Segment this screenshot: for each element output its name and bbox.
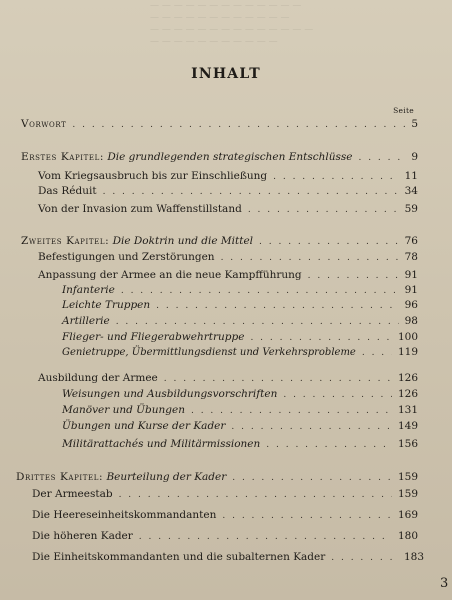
page-number: 3: [440, 576, 449, 591]
toc-entry: Von der Invasion zum Waffenstillstand . . . 59: [0, 203, 452, 219]
leader-dots: [250, 333, 392, 343]
leader-dots: [232, 473, 392, 483]
leader-dots: [362, 348, 392, 358]
toc-entry: Ausbildung der Armee . . . 126: [0, 372, 452, 388]
leader-dots: [259, 237, 399, 247]
toc-subentry: Infanterie . . . 91: [0, 284, 452, 300]
toc-subentry: Flieger- und Fliegerabwehrtruppe . . . 100: [0, 331, 452, 347]
leader-dots: [156, 301, 398, 311]
leader-dots: [283, 390, 392, 400]
leader-dots: [273, 172, 398, 182]
leader-dots: [191, 406, 392, 416]
toc-entry: Die Einheitskommandanten und die subalternen Kader . . . 183: [0, 551, 452, 567]
toc-subentry: Leichte Truppen . . . 96: [0, 299, 452, 315]
leader-dots: [222, 511, 392, 521]
leader-dots: [72, 120, 405, 130]
toc-subentry: Übungen und Kurse der Kader . . . 149: [0, 420, 452, 436]
toc-entry: Der Armeestab . . . 159: [0, 488, 452, 504]
toc-subentry: Manöver und Übungen . . . 131: [0, 404, 452, 420]
toc-entry: Vom Kriegsausbruch bis zur Einschließung . . . 11: [0, 170, 452, 186]
toc-subentry: Artillerie . . . 98: [0, 315, 452, 331]
toc-entry: Anpassung der Armee an die neue Kampfführung . . . 91: [0, 269, 452, 285]
toc-entry: Die Heereseinheitskommandanten . . . 169: [0, 509, 452, 525]
toc-title: INHALT: [191, 66, 261, 82]
leader-dots: [266, 440, 392, 450]
leader-dots: [331, 553, 398, 563]
toc-entry: Die höheren Kader . . . 180: [0, 530, 452, 546]
leader-dots: [139, 532, 392, 542]
leader-dots: [248, 205, 399, 215]
bleed-through-text: — — — — — — — — — — — — — — — — — — — — — — — — — — — — — — — — — — — — — — — — — — — — — — — — — —: [150, 1, 314, 47]
toc-entry: Das Réduit . . . 34: [0, 185, 452, 201]
leader-dots: [121, 286, 399, 296]
toc-subentry: Genietruppe, Übermittlungsdienst und Verkehrsprobleme . . . 119: [0, 346, 452, 362]
leader-dots: [103, 187, 399, 197]
toc-chapter-3: Drittes Kapitel: Beurteilung der Kader . . . 159: [0, 471, 452, 487]
toc-entry-vorwort: Vorwort . . . 5: [0, 118, 452, 134]
leader-dots: [116, 317, 399, 327]
leader-dots: [308, 271, 399, 281]
toc-subentry: Weisungen und Ausbildungsvorschriften . . . 126: [0, 388, 452, 404]
toc-subentry: Militärattachés und Militärmissionen . . . 156: [0, 438, 452, 454]
leader-dots: [231, 422, 392, 432]
page-column-header: Seite: [393, 106, 414, 115]
leader-dots: [221, 253, 399, 263]
leader-dots: [119, 490, 392, 500]
leader-dots: [164, 374, 392, 384]
leader-dots: [358, 153, 405, 163]
toc-chapter-1: Erstes Kapitel: Die grundlegenden strategischen Entschlüsse . . . 9: [0, 151, 452, 167]
toc-entry: Befestigungen und Zerstörungen . . . 78: [0, 251, 452, 267]
toc-chapter-2: Zweites Kapitel: Die Doktrin und die Mittel . . . 76: [0, 235, 452, 251]
